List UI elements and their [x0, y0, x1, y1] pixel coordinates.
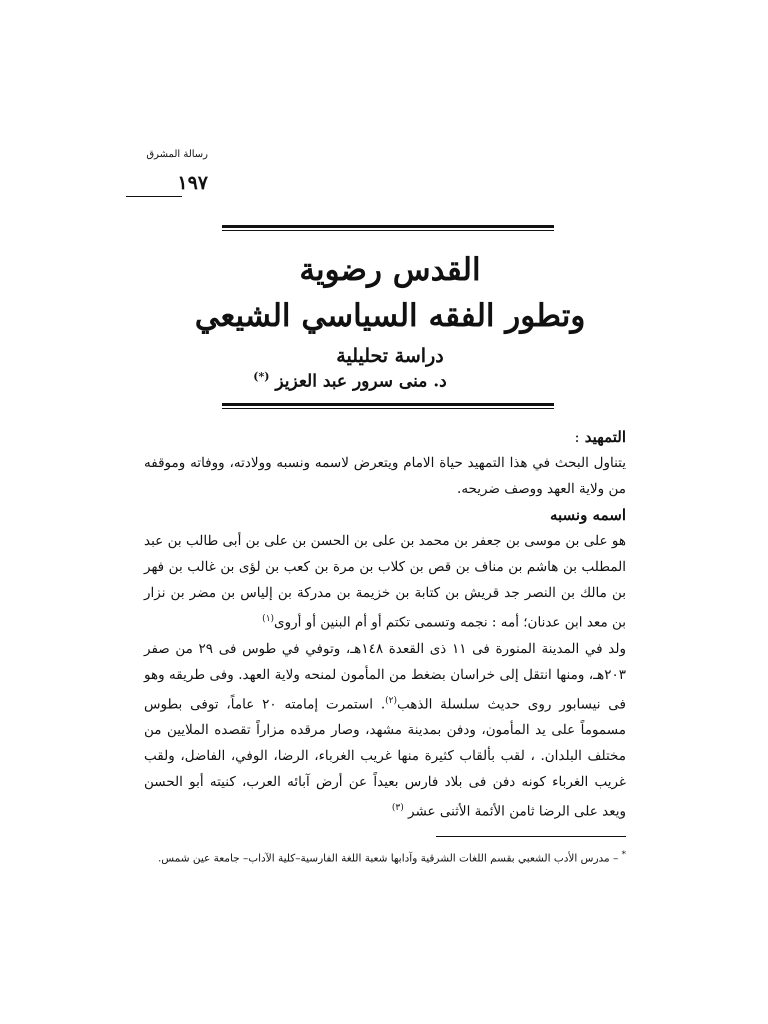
birth-paragraph — [144, 636, 626, 825]
footnote-marker: * — [621, 850, 626, 860]
article-subtitle: دراسة تحليلية — [336, 345, 444, 367]
article-title-line2: وتطور الفقه السياسي الشيعي — [194, 298, 586, 334]
article-body — [144, 424, 626, 825]
intro-heading-colon: : — [574, 428, 580, 446]
page-number: ١٩٧ — [177, 172, 208, 194]
title-block — [180, 248, 600, 372]
author-footnote-marker: (*) — [253, 370, 270, 383]
journal-name: رسالة المشرق — [146, 149, 208, 160]
author-line — [140, 370, 560, 392]
birth-text-a: ولد في المدينة المنورة فى ١١ ذى القعدة ١٤٨هـ، وتوفي في طوس فى ٢٩ من صفر ٢٠٣هـ، ومنها انتقل إلى خراسان بضغط من المأمون لمنحه ولاية العهد. وفى طريقه وهو فى نيسابور روى حديث سلسلة الذهب — [144, 640, 627, 712]
footnote-ref-1: (١) — [262, 614, 275, 624]
lineage-paragraph — [144, 528, 626, 636]
footnote-text: – مدرس الأدب الشعبي بقسم اللغات الشرقية وآدابها شعبة اللغة الفارسية–كلية الآداب– جامعة عين شمس. — [157, 852, 619, 865]
intro-heading-text: التمهيد — [584, 428, 626, 446]
title-top-rule — [222, 225, 554, 231]
title-bottom-rule — [222, 403, 554, 409]
lineage-text: هو على بن موسى بن جعفر بن محمد بن على بن الحسن بن على بن أبى طالب بن عبد المطلب بن هاشم بن مناف بن قص بن كلاب بن مرة بن كعب بن لؤى بن غالب بن فهر بن مالك بن النصر جد قريش بن كتابة بن خزيمة بن مدركة بن إلياس بن مضر بن نزار بن معد ابن عدنان؛ أمه : نجمه وتسمى تكتم أو أم البنين أو أروى — [144, 533, 626, 631]
article-title-line1: القدس رضوية — [299, 252, 481, 288]
footnote-ref-3: (٣) — [391, 803, 404, 813]
footnote — [146, 847, 626, 867]
footnote-ref-2: (٢) — [385, 695, 398, 706]
birth-text-b: . استمرت إمامته ٢٠ عاماً، توفى بطوس مسموماً على يد المأمون، ودفن بمدينة مشهد، وصار مرقده مزاراً تقصده الملايين من مختلف البلدان. ، لقب بألقاب كثيرة منها غريب الغرباء، الرضا، الوفي، الفاضل، ولقب غريب الغرباء كونه دفن فى بلاد فارس بعيداً عن أرض آبائه العرب، كنيته أبو الحسن ويعد على الرضا ثامن الأئمة الأثنى عشر — [144, 696, 626, 820]
section-heading-intro — [144, 424, 626, 450]
author-name: د. منى سرور عبد العزيز — [275, 371, 447, 392]
intro-paragraph: يتناول البحث في هذا التمهيد حياة الامام ويتعرض لاسمه ونسبه وولادته، ووفاته وموقفه من ولاية العهد ووصف ضريحه. — [144, 455, 626, 497]
footnote-rule — [436, 836, 626, 837]
section-heading-lineage: اسمه ونسبه — [549, 506, 626, 524]
header-rule — [126, 196, 182, 197]
page-header — [128, 148, 208, 194]
